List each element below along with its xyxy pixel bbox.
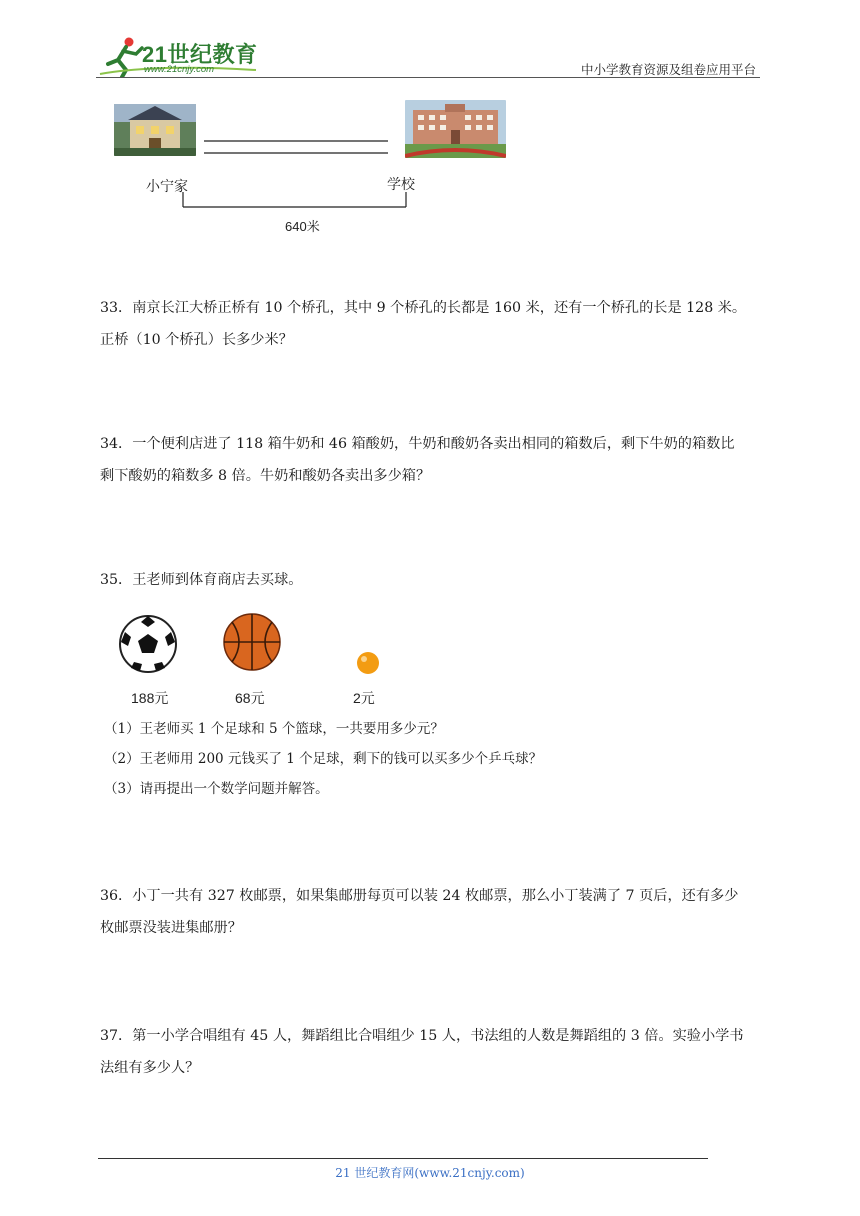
distance-label: 640米 bbox=[285, 219, 320, 234]
header-divider bbox=[96, 77, 760, 78]
question-37 bbox=[100, 1020, 766, 1084]
footer-link[interactable]: 21 世纪教育网(www.21cnjy.com) bbox=[335, 1166, 525, 1180]
question-33 bbox=[100, 292, 766, 356]
question-34-line-2: 剩下酸奶的箱数多 8 倍。牛奶和酸奶各卖出多少箱？ bbox=[100, 468, 431, 484]
question-35-line-1: 35．王老师到体育商店去买球。 bbox=[100, 572, 303, 588]
school-image bbox=[405, 100, 506, 158]
question-36-line-2: 枚邮票没装进集邮册？ bbox=[100, 920, 242, 936]
home-label: 小宁家 bbox=[146, 178, 188, 194]
basketball-icon bbox=[222, 612, 282, 672]
question-35-sub-3: （3）请再提出一个数学问题并解答。 bbox=[104, 781, 329, 797]
question-35-subquestions bbox=[104, 714, 754, 804]
soccer-price-label: 188元 bbox=[131, 690, 169, 706]
question-36 bbox=[100, 880, 766, 944]
house-image bbox=[114, 104, 196, 156]
question-36-line-1: 36．小丁一共有 327 枚邮票，如果集邮册每页可以装 24 枚邮票，那么小丁装满了 7 页后，还有多少 bbox=[100, 888, 739, 904]
question-35-sub-1: （1）王老师买 1 个足球和 5 个篮球，一共要用多少元？ bbox=[104, 721, 444, 737]
question-35-sub-2: （2）王老师用 200 元钱买了 1 个足球，剩下的钱可以买多少个乒乓球？ bbox=[104, 751, 543, 767]
basketball-price-label: 68元 bbox=[235, 690, 265, 706]
logo-url-text: www.21cnjy.com bbox=[144, 64, 215, 75]
school-label: 学校 bbox=[387, 176, 415, 192]
question-33-line-1: 33．南京长江大桥正桥有 10 个桥孔，其中 9 个桥孔的长都是 160 米，还有一个桥孔的长是 128 米。 bbox=[100, 300, 747, 316]
pingpong-ball-icon bbox=[356, 651, 380, 675]
header-platform-text: 中小学教育资源及组卷应用平台 bbox=[580, 62, 756, 77]
question-37-line-2: 法组有多少人？ bbox=[100, 1060, 200, 1076]
road-lines bbox=[202, 138, 392, 158]
pingpong-price-label: 2元 bbox=[353, 690, 375, 706]
question-35 bbox=[100, 564, 766, 596]
question-34 bbox=[100, 428, 766, 492]
footer-divider bbox=[98, 1158, 708, 1159]
distance-bracket bbox=[180, 190, 410, 210]
question-33-line-2: 正桥（10 个桥孔）长多少米？ bbox=[100, 332, 293, 348]
question-37-line-1: 37．第一小学合唱组有 45 人，舞蹈组比合唱组少 15 人，书法组的人数是舞蹈组的 3 倍。实验小学书 bbox=[100, 1028, 744, 1044]
logo-brand-text: 21世纪教育 bbox=[142, 42, 258, 67]
question-34-line-1: 34．一个便利店进了 118 箱牛奶和 46 箱酸奶，牛奶和酸奶各卖出相同的箱数后，剩下牛奶的箱数比 bbox=[100, 436, 735, 452]
soccer-ball-icon bbox=[118, 614, 178, 674]
